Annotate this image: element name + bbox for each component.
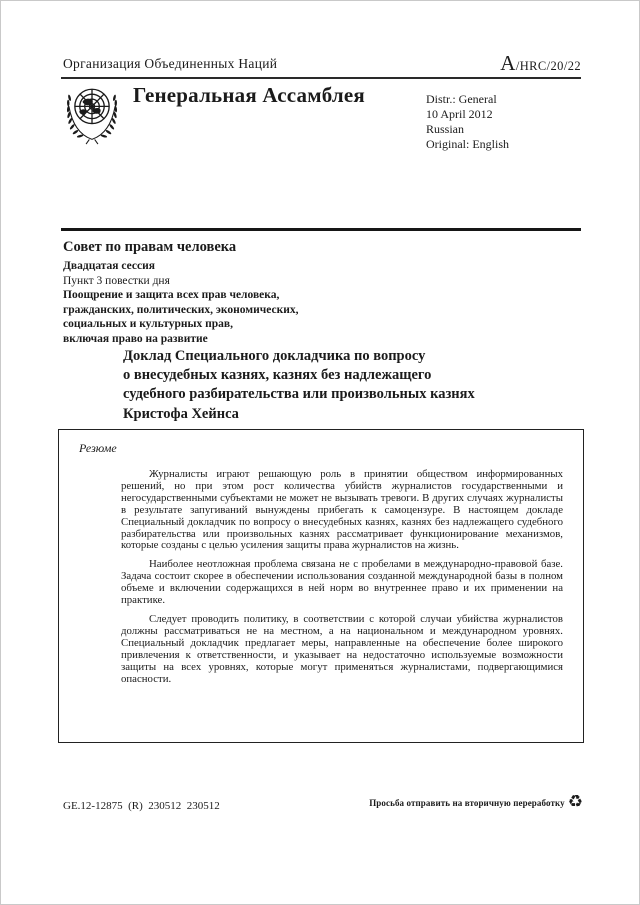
distr-line: Distr.: General: [426, 92, 497, 106]
report-title-line: судебного разбирательства или произвольных казнях: [123, 386, 475, 403]
un-org-name: Организация Объединенных Наций: [63, 56, 278, 71]
recycle-notice: [369, 794, 583, 811]
report-title-line: о внесудебных казнях, казнях без надлежащего: [123, 367, 432, 384]
agenda-topic-line: Поощрение и защита всех прав человека,: [63, 289, 280, 301]
un-emblem-icon: [57, 80, 127, 146]
summary-paragraph: Наиболее неотложная проблема связана не с пробелами в международно-правовой базе. Задача состоит скорее в обеспечении использования созданной международной базы в полном объеме и включении содержащихся в ней норм во внутреннее право и их применении на практике.: [121, 558, 563, 607]
summary-label: Резюме: [79, 441, 117, 455]
report-title-line: Доклад Специального докладчика по вопросу: [123, 348, 426, 364]
report-title: [123, 347, 553, 424]
agenda-topic-line: гражданских, политических, экономических,: [63, 303, 299, 316]
document-symbol-rest: /HRC/20/22: [515, 59, 581, 73]
assembly-title: Генеральная Ассамблея: [133, 83, 365, 107]
header-divider: [61, 77, 581, 79]
agenda-topic-line: социальных и культурных прав,: [63, 318, 233, 331]
original-language-line: Original: English: [426, 137, 509, 151]
agenda-topic-line: включая право на развитие: [63, 332, 208, 345]
summary-paragraph: Следует проводить политику, в соответствии с которой случаи убийства журналистов должны рассматриваться не на местном, а на национальном и международном уровнях. Специальный докладчик предлагает меры, направленные на обеспечение более широкого привлечения к ответственности, и указывает на недостаточно используемые возможности защиты на всех уровнях, которые могут применяться журналистами, подвергающимися опасности.: [121, 612, 563, 685]
summary-box: [58, 429, 584, 743]
agenda-item: Пункт 3 повестки дня: [63, 274, 170, 287]
recycle-note-text: Просьба отправить на вторичную переработку: [369, 797, 565, 808]
date-line: 10 April 2012: [426, 107, 493, 121]
document-symbol: [500, 51, 581, 76]
summary-paragraph: Журналисты играют решающую роль в принятии обществом информированных решений, но при этом рост количества убийств журналистов государственными и негосударственными субъектами не может не вызывать тревоги. В других случаях журналисты в результате запугиваний вынуждены прибегать к самоцензуре. В настоящем докладе Специальный докладчик по вопросу о внесудебных казнях, казнях без надлежащего судебного разбирательства или произвольных казнях рассматривает функционирование механизмов, которые созданы с целью усиления защиты права журналистов на жизнь.: [121, 468, 563, 552]
session-block: [63, 239, 423, 346]
session-number: Двадцатая сессия: [63, 260, 155, 272]
language-line: Russian: [426, 122, 465, 136]
document-code: GE.12-12875 (R) 230512 230512: [63, 800, 220, 812]
section-divider: [61, 228, 581, 231]
distribution-block: [426, 92, 509, 152]
document-symbol-main: A: [500, 51, 516, 75]
council-heading: Совет по правам человека: [63, 239, 237, 255]
report-title-line: Кристофа Хейнса: [123, 405, 239, 422]
recycle-icon: ♻: [567, 792, 583, 812]
